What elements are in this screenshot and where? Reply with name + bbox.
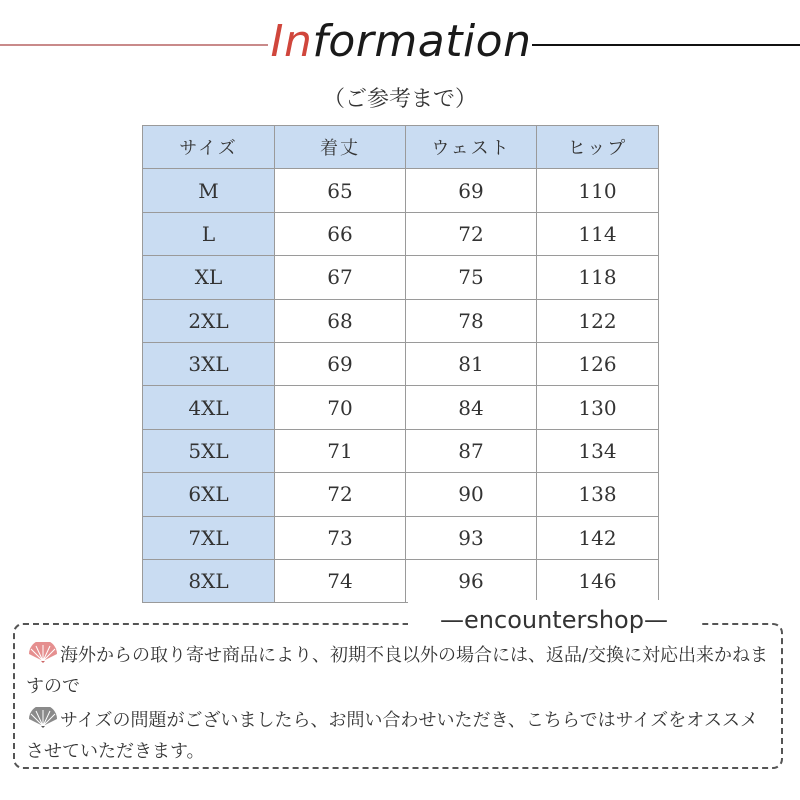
waist-cell: 75 — [406, 256, 537, 299]
shop-label: —encountershop— — [408, 600, 700, 640]
size-cell: XL — [143, 256, 275, 299]
table-row — [143, 256, 659, 299]
hip-cell: 134 — [537, 429, 659, 472]
waist-cell: 93 — [406, 516, 537, 559]
size-cell: 7XL — [143, 516, 275, 559]
length-cell: 68 — [275, 299, 406, 342]
title-rest: formation — [312, 16, 532, 67]
hip-cell: 126 — [537, 342, 659, 385]
hip-cell: 146 — [537, 559, 659, 602]
title-left-rule — [0, 44, 268, 46]
header-hip: ヒップ — [537, 126, 659, 169]
table-row — [143, 386, 659, 429]
header-waist: ウェスト — [406, 126, 537, 169]
title-highlight: In — [270, 16, 313, 67]
size-cell: 2XL — [143, 299, 275, 342]
hip-cell: 138 — [537, 473, 659, 516]
table-row — [143, 342, 659, 385]
table-row — [143, 516, 659, 559]
size-cell: 5XL — [143, 429, 275, 472]
note-returns-text: 海外からの取り寄せ商品により、初期不良以外の場合には、返品/交換に対応出来かねますので — [26, 645, 769, 697]
hip-cell: 110 — [537, 169, 659, 212]
hip-cell: 118 — [537, 256, 659, 299]
length-cell: 66 — [275, 212, 406, 255]
size-table — [142, 125, 659, 603]
size-cell: 4XL — [143, 386, 275, 429]
gray-fan-icon — [26, 707, 60, 729]
waist-cell: 72 — [406, 212, 537, 255]
waist-cell: 69 — [406, 169, 537, 212]
waist-cell: 90 — [406, 473, 537, 516]
note-size — [26, 705, 776, 767]
pink-fan-icon — [26, 642, 60, 664]
length-cell: 69 — [275, 342, 406, 385]
waist-cell: 96 — [406, 559, 537, 602]
size-cell: 8XL — [143, 559, 275, 602]
size-cell: 6XL — [143, 473, 275, 516]
table-row — [143, 429, 659, 472]
hip-cell: 122 — [537, 299, 659, 342]
title-right-rule — [532, 44, 800, 46]
waist-cell: 78 — [406, 299, 537, 342]
table-row — [143, 473, 659, 516]
note-returns — [26, 640, 776, 702]
length-cell: 72 — [275, 473, 406, 516]
length-cell: 67 — [275, 256, 406, 299]
waist-cell: 87 — [406, 429, 537, 472]
table-row — [143, 169, 659, 212]
hip-cell: 142 — [537, 516, 659, 559]
table-row — [143, 559, 659, 602]
header-length: 着丈 — [275, 126, 406, 169]
length-cell: 73 — [275, 516, 406, 559]
hip-cell: 130 — [537, 386, 659, 429]
table-header-row — [143, 126, 659, 169]
length-cell: 65 — [275, 169, 406, 212]
subtitle: （ご参考まで） — [322, 87, 477, 112]
table-row — [143, 212, 659, 255]
page-title — [270, 14, 532, 70]
size-cell: 3XL — [143, 342, 275, 385]
waist-cell: 81 — [406, 342, 537, 385]
header-size: サイズ — [143, 126, 275, 169]
waist-cell: 84 — [406, 386, 537, 429]
size-cell: L — [143, 212, 275, 255]
length-cell: 71 — [275, 429, 406, 472]
table-row — [143, 299, 659, 342]
length-cell: 74 — [275, 559, 406, 602]
note-size-text: サイズの問題がございましたら、お問い合わせいただき、こちらではサイズをオススメさせていただきます。 — [26, 710, 759, 762]
hip-cell: 114 — [537, 212, 659, 255]
length-cell: 70 — [275, 386, 406, 429]
size-cell: M — [143, 169, 275, 212]
